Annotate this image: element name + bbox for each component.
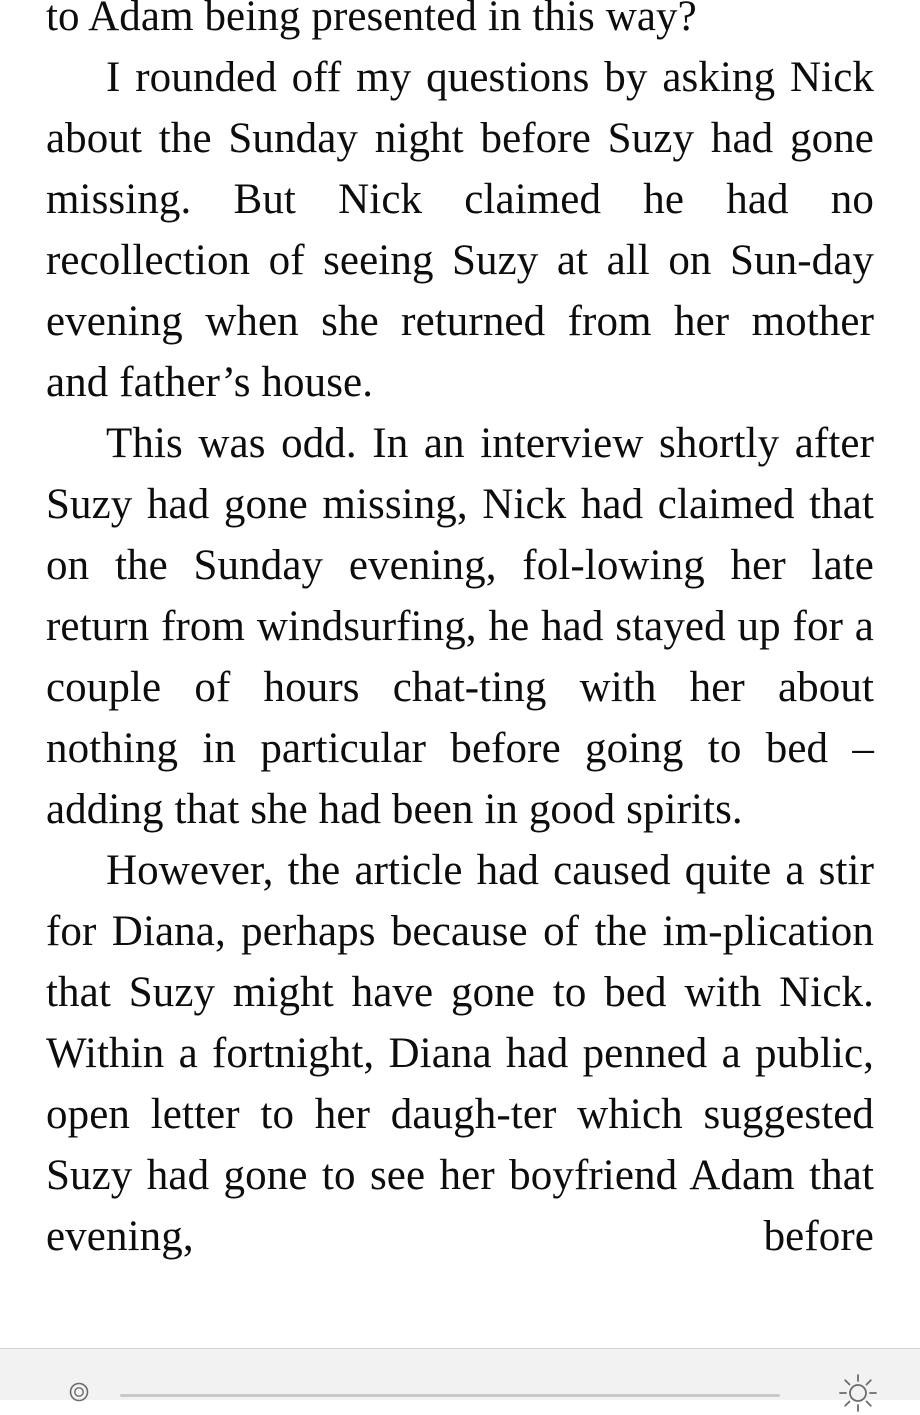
paragraph: I rounded off my questions by asking Nick about the Sunday night before Suzy had gone missing. But Nick claimed he had no recollection of seeing Suzy at all on Sun-day evening when she returned from her mother and father’s house. bbox=[46, 54, 874, 406]
clipped-first-line: to Adam being presented in this way? bbox=[46, 0, 697, 40]
paragraph: However, the article had caused quite a stir for Diana, perhaps because of the im-plication that Suzy might have gone to bed with Nick. Within a fortnight, Diana had penned a public, open letter to her daugh-ter which suggested Suzy had gone to see her boyfriend Adam that evening, before bbox=[46, 847, 874, 1260]
brightness-high-icon[interactable] bbox=[836, 1371, 880, 1415]
brightness-low-icon[interactable] bbox=[62, 1375, 96, 1409]
brightness-slider[interactable] bbox=[120, 1394, 780, 1397]
page-body-text bbox=[46, 0, 874, 1328]
brightness-toolbar bbox=[0, 1348, 920, 1400]
paragraph: This was odd. In an interview shortly after Suzy had gone missing, Nick had claimed that on the Sunday evening, fol-lowing her late return from windsurfing, he had stayed up for a couple of hours chat-ting with her about nothing in particular before going to bed – adding that she had been in good spirits. bbox=[46, 420, 874, 833]
